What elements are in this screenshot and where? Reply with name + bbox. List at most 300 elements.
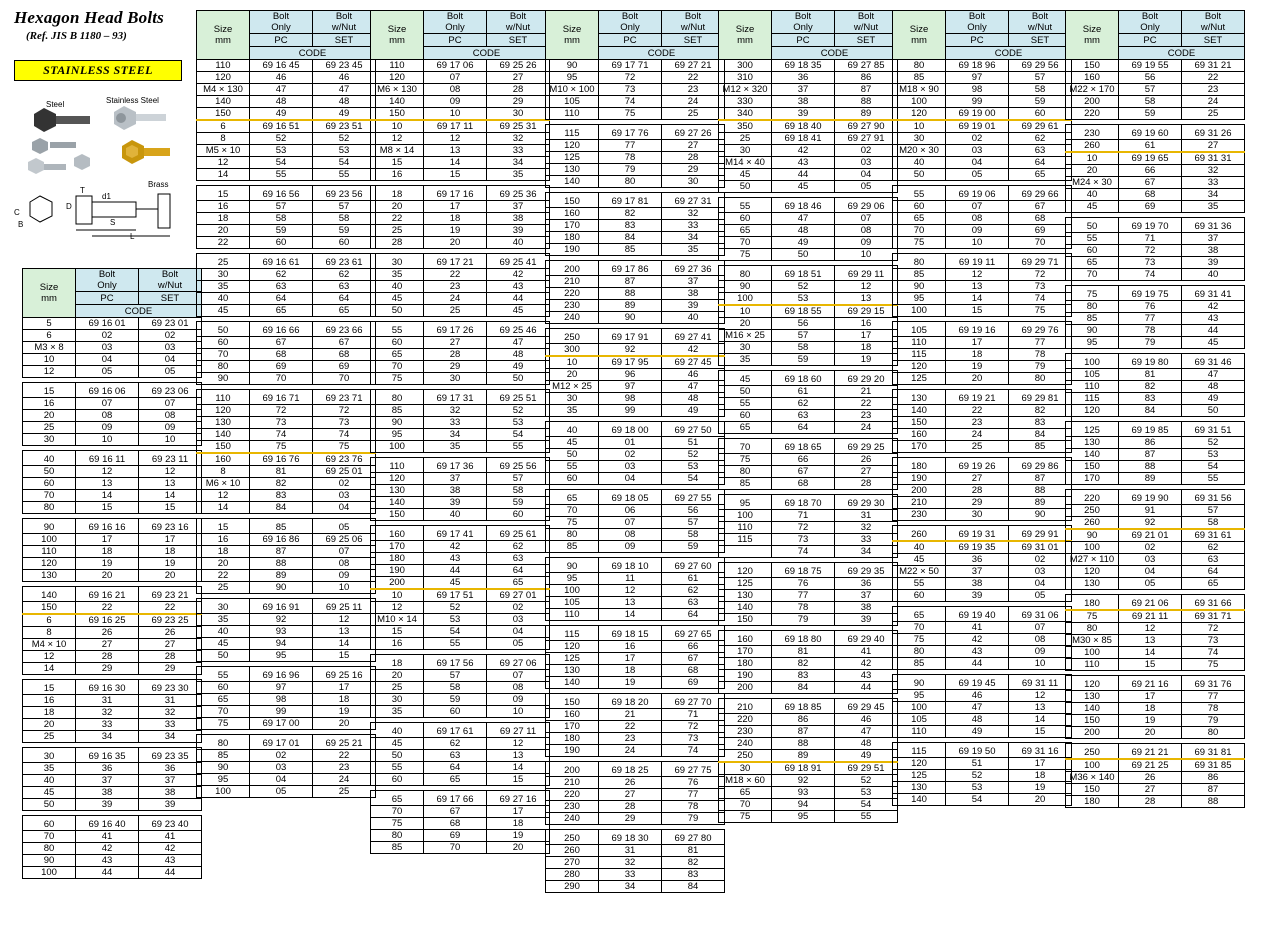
cell-pc-code: 15 <box>946 305 1009 317</box>
table-row <box>546 312 725 324</box>
cell-size: 100 <box>23 867 76 879</box>
cell-size: 150 <box>1066 60 1119 72</box>
cell-size: 90 <box>893 675 946 690</box>
table-row <box>1066 201 1245 213</box>
cell-pc-code: 19 <box>1119 715 1182 727</box>
cell-size: 20 <box>371 670 424 682</box>
table-row <box>197 322 376 337</box>
table-row <box>23 731 202 743</box>
cell-pc-code: 69 19 11 <box>946 254 1009 269</box>
cell-size: 180 <box>893 458 946 473</box>
cell-set-code: 69 29 15 <box>835 305 898 318</box>
cell-pc-code: 76 <box>772 578 835 590</box>
cell-size: 90 <box>197 762 250 774</box>
cell-size: 70 <box>371 806 424 818</box>
cell-set-code: 53 <box>313 145 376 157</box>
table-row <box>1066 595 1245 611</box>
header-bolt-wnut: Bolt w/Nut <box>487 11 550 34</box>
cell-set-code: 69 31 01 <box>1009 541 1072 554</box>
table-row <box>371 682 550 694</box>
cell-size: 20 <box>719 318 772 330</box>
cell-pc-code: 71 <box>1119 233 1182 245</box>
cell-pc-code: 33 <box>424 417 487 429</box>
cell-size: 30 <box>197 599 250 614</box>
cell-pc-code: 15 <box>1119 659 1182 671</box>
cell-size: 240 <box>719 738 772 750</box>
header-code: CODE <box>424 47 550 60</box>
cell-size: 90 <box>719 281 772 293</box>
cell-pc-code: 69 17 21 <box>424 254 487 269</box>
cell-pc-code: 42 <box>424 541 487 553</box>
cell-set-code: 09 <box>487 694 550 706</box>
table-row <box>893 417 1072 429</box>
cell-set-code: 72 <box>662 721 725 733</box>
code-table-col3 <box>370 10 550 854</box>
table-row <box>23 695 202 707</box>
cell-size: 45 <box>197 305 250 317</box>
cell-set-code: 69 23 16 <box>139 519 202 534</box>
cell-set-code: 69 23 45 <box>313 60 376 72</box>
table-row <box>546 261 725 276</box>
cell-pc-code: 59 <box>250 225 313 237</box>
cell-set-code: 04 <box>835 169 898 181</box>
cell-set-code: 43 <box>835 670 898 682</box>
cell-pc-code: 64 <box>424 762 487 774</box>
cell-size: 80 <box>197 361 250 373</box>
table-row <box>546 733 725 745</box>
cell-set-code: 30 <box>487 108 550 121</box>
table-row <box>197 201 376 213</box>
cell-pc-code: 69 16 40 <box>76 816 139 831</box>
cell-size: 50 <box>23 466 76 478</box>
cell-size: 18 <box>197 213 250 225</box>
cell-pc-code: 61 <box>1119 140 1182 153</box>
cell-size: 18 <box>371 655 424 670</box>
table-row <box>546 405 725 417</box>
cell-pc-code: 96 <box>599 369 662 381</box>
cell-size: 65 <box>893 213 946 225</box>
cell-pc-code: 62 <box>772 398 835 410</box>
cell-size: 35 <box>371 706 424 718</box>
table-row <box>371 225 550 237</box>
cell-size: 105 <box>893 714 946 726</box>
cell-size: 100 <box>197 786 250 798</box>
table-row <box>546 164 725 176</box>
table-row <box>546 125 725 140</box>
table-row <box>546 641 725 653</box>
cell-set-code: 05 <box>1009 590 1072 602</box>
cell-set-code: 86 <box>1182 772 1245 784</box>
table-row <box>371 553 550 565</box>
cell-pc-code: 72 <box>1119 245 1182 257</box>
table-row <box>719 198 898 213</box>
table-row <box>23 775 202 787</box>
cell-pc-code: 46 <box>946 690 1009 702</box>
cell-size: 55 <box>546 461 599 473</box>
cell-pc-code: 90 <box>250 582 313 594</box>
cell-pc-code: 69 18 85 <box>772 699 835 714</box>
table-row <box>1066 325 1245 337</box>
cell-set-code: 75 <box>1009 305 1072 317</box>
cell-size: 100 <box>1066 354 1119 369</box>
cell-pc-code: 84 <box>250 502 313 514</box>
cell-set-code: 69 31 51 <box>1182 422 1245 437</box>
cell-size: 18 <box>371 186 424 201</box>
cell-set-code: 43 <box>139 855 202 867</box>
cell-size: 110 <box>893 337 946 349</box>
cell-pc-code: 05 <box>250 786 313 798</box>
cell-set-code: 03 <box>835 157 898 169</box>
table-row <box>371 589 550 602</box>
cell-set-code: 69 29 56 <box>1009 60 1072 72</box>
cell-set-code: 27 <box>487 72 550 84</box>
cell-pc-code: 44 <box>76 867 139 879</box>
cell-pc-code: 73 <box>1119 257 1182 269</box>
cell-size: M18 × 60 <box>719 775 772 787</box>
cell-pc-code: 84 <box>772 682 835 694</box>
cell-size: 130 <box>893 782 946 794</box>
cell-size: 125 <box>893 770 946 782</box>
table-row <box>719 522 898 534</box>
table-row <box>719 439 898 454</box>
cell-set-code: 69 27 50 <box>662 422 725 437</box>
cell-pc-code: 73 <box>250 417 313 429</box>
cell-pc-code: 36 <box>772 72 835 84</box>
cell-size: 45 <box>371 293 424 305</box>
table-row <box>23 763 202 775</box>
cell-size: 100 <box>371 441 424 453</box>
cell-size: 18 <box>197 546 250 558</box>
header-size: Size mm <box>23 269 76 318</box>
cell-set-code: 61 <box>662 573 725 585</box>
cell-set-code: 43 <box>487 281 550 293</box>
cell-size: 80 <box>546 529 599 541</box>
cell-pc-code: 02 <box>946 133 1009 145</box>
table-row <box>371 762 550 774</box>
cell-set-code: 29 <box>487 96 550 108</box>
cell-pc-code: 53 <box>424 614 487 626</box>
cell-size: 260 <box>893 526 946 542</box>
table-row <box>719 714 898 726</box>
cell-size: 60 <box>546 473 599 485</box>
cell-pc-code: 28 <box>76 651 139 663</box>
cell-set-code: 64 <box>662 609 725 621</box>
table-row <box>1066 784 1245 796</box>
cell-size: 14 <box>23 663 76 675</box>
cell-pc-code: 73 <box>599 84 662 96</box>
cell-pc-code: 93 <box>772 787 835 799</box>
cell-set-code: 69 29 86 <box>1009 458 1072 473</box>
table-row <box>197 570 376 582</box>
cell-set-code: 13 <box>139 478 202 490</box>
table-row <box>893 758 1072 770</box>
cell-set-code: 69 31 16 <box>1009 743 1072 758</box>
cell-size: 30 <box>197 269 250 281</box>
cell-pc-code: 22 <box>424 269 487 281</box>
table-row <box>893 578 1072 590</box>
table-row <box>197 361 376 373</box>
table-row <box>371 429 550 441</box>
cell-pc-code: 47 <box>946 702 1009 714</box>
cell-size: 10 <box>23 354 76 366</box>
cell-size: 35 <box>197 614 250 626</box>
cell-size: 55 <box>197 667 250 682</box>
table-row <box>23 534 202 546</box>
table-row <box>23 410 202 422</box>
code-table-col4 <box>545 10 725 893</box>
table-row <box>197 269 376 281</box>
table-row <box>1066 218 1245 233</box>
table-row <box>719 422 898 434</box>
cell-size: M10 × 100 <box>546 84 599 96</box>
cell-size: 130 <box>197 417 250 429</box>
cell-size: 80 <box>719 266 772 281</box>
cell-set-code: 65 <box>1182 578 1245 590</box>
cell-set-code: 03 <box>487 614 550 626</box>
cell-pc-code: 99 <box>946 96 1009 108</box>
cell-pc-code: 88 <box>1119 461 1182 473</box>
cell-size: 130 <box>546 665 599 677</box>
table-row <box>1066 449 1245 461</box>
cell-pc-code: 95 <box>250 650 313 662</box>
cell-pc-code: 38 <box>76 787 139 799</box>
cell-pc-code: 84 <box>1119 405 1182 417</box>
cell-pc-code: 08 <box>424 84 487 96</box>
table-row <box>197 169 376 181</box>
cell-set-code: 69 31 31 <box>1182 152 1245 165</box>
table-row <box>719 590 898 602</box>
cell-pc-code: 69 17 81 <box>599 193 662 208</box>
header-bolt-wnut: Bolt w/Nut <box>835 11 898 34</box>
cell-set-code: 69 25 11 <box>313 599 376 614</box>
cell-size: 25 <box>371 682 424 694</box>
table-row <box>546 381 725 393</box>
cell-pc-code: 49 <box>772 237 835 249</box>
cell-pc-code: 37 <box>772 84 835 96</box>
cell-size: 45 <box>197 638 250 650</box>
cell-size: 130 <box>1066 691 1119 703</box>
cell-pc-code: 14 <box>1119 647 1182 659</box>
cell-set-code: 69 29 30 <box>835 495 898 510</box>
cell-pc-code: 69 16 30 <box>76 680 139 695</box>
cell-set-code: 42 <box>1182 301 1245 313</box>
cell-size: 250 <box>1066 505 1119 517</box>
cell-set-code: 26 <box>835 454 898 466</box>
cell-set-code: 48 <box>313 96 376 108</box>
cell-size: 75 <box>1066 610 1119 623</box>
cell-pc-code: 23 <box>599 733 662 745</box>
cell-pc-code: 51 <box>946 758 1009 770</box>
cell-pc-code: 14 <box>946 293 1009 305</box>
cell-size: 90 <box>1066 325 1119 337</box>
cell-set-code: 49 <box>487 361 550 373</box>
cell-set-code: 24 <box>835 422 898 434</box>
table-row <box>197 254 376 269</box>
cell-pc-code: 17 <box>1119 691 1182 703</box>
cell-pc-code: 69 19 75 <box>1119 286 1182 301</box>
cell-pc-code: 59 <box>424 694 487 706</box>
cell-size: 40 <box>893 157 946 169</box>
table-row <box>546 517 725 529</box>
cell-set-code: 58 <box>1009 84 1072 96</box>
table-row <box>893 590 1072 602</box>
table-row <box>719 84 898 96</box>
cell-set-code: 17 <box>139 534 202 546</box>
table-row <box>371 806 550 818</box>
table-row <box>23 558 202 570</box>
table-row <box>1066 189 1245 201</box>
cell-pc-code: 41 <box>946 622 1009 634</box>
cell-pc-code: 65 <box>424 774 487 786</box>
cell-set-code: 69 23 76 <box>313 453 376 466</box>
cell-set-code: 33 <box>487 145 550 157</box>
table-row <box>197 502 376 514</box>
table-row <box>1066 422 1245 437</box>
cell-pc-code: 15 <box>76 502 139 514</box>
cell-set-code: 73 <box>1182 635 1245 647</box>
cell-size: 40 <box>197 293 250 305</box>
table-row <box>719 614 898 626</box>
cell-set-code: 02 <box>487 602 550 614</box>
cell-pc-code: 69 19 65 <box>1119 152 1182 165</box>
label-dim-t: T <box>80 186 85 195</box>
cell-pc-code: 34 <box>424 429 487 441</box>
cell-set-code: 19 <box>487 830 550 842</box>
cell-set-code: 38 <box>662 288 725 300</box>
cell-pc-code: 37 <box>424 473 487 485</box>
cell-size: 150 <box>1066 715 1119 727</box>
table-row <box>546 193 725 208</box>
table-row <box>546 709 725 721</box>
cell-pc-code: 69 16 51 <box>250 120 313 133</box>
cell-pc-code: 69 18 46 <box>772 198 835 213</box>
cell-pc-code: 71 <box>772 510 835 522</box>
cell-pc-code: 82 <box>1119 381 1182 393</box>
cell-set-code: 54 <box>1182 461 1245 473</box>
cell-set-code: 86 <box>835 72 898 84</box>
table-row <box>893 133 1072 145</box>
cell-size: 55 <box>719 398 772 410</box>
cell-pc-code: 35 <box>424 441 487 453</box>
cell-pc-code: 69 18 15 <box>599 626 662 641</box>
cell-pc-code: 19 <box>424 225 487 237</box>
cell-set-code: 55 <box>835 811 898 823</box>
table-row <box>23 831 202 843</box>
table-row <box>893 607 1072 622</box>
cell-size: 50 <box>546 449 599 461</box>
table-row <box>546 288 725 300</box>
cell-pc-code: 30 <box>424 373 487 385</box>
cell-set-code: 19 <box>139 558 202 570</box>
cell-set-code: 34 <box>1182 189 1245 201</box>
cell-size: M14 × 40 <box>719 157 772 169</box>
cell-set-code: 05 <box>313 519 376 534</box>
cell-set-code: 74 <box>1009 293 1072 305</box>
cell-size: 65 <box>719 787 772 799</box>
cell-size: 70 <box>719 799 772 811</box>
cell-size: 80 <box>371 830 424 842</box>
table-row <box>371 738 550 750</box>
cell-pc-code: 08 <box>946 213 1009 225</box>
table-row <box>371 670 550 682</box>
cell-set-code: 65 <box>313 305 376 317</box>
cell-size: 85 <box>371 405 424 417</box>
cell-set-code: 17 <box>313 682 376 694</box>
cell-size: 110 <box>893 726 946 738</box>
cell-size: 150 <box>197 108 250 121</box>
cell-size: 140 <box>546 176 599 188</box>
table-row <box>719 775 898 787</box>
table-row <box>371 72 550 84</box>
table-row <box>1066 796 1245 808</box>
table-row <box>1066 301 1245 313</box>
cell-set-code: 05 <box>139 366 202 378</box>
cell-pc-code: 89 <box>1119 473 1182 485</box>
cell-pc-code: 72 <box>599 72 662 84</box>
table-row <box>893 96 1072 108</box>
table-row <box>371 750 550 762</box>
cell-set-code: 77 <box>662 789 725 801</box>
cell-size: 55 <box>893 578 946 590</box>
table-row <box>719 305 898 318</box>
cell-set-code: 20 <box>1009 794 1072 806</box>
label-dim-l: L <box>130 232 135 241</box>
table-row <box>1066 233 1245 245</box>
cell-pc-code: 40 <box>424 509 487 521</box>
header-bolt-wnut: Bolt w/Nut <box>1009 11 1072 34</box>
cell-size: 140 <box>197 96 250 108</box>
cell-size: 240 <box>546 813 599 825</box>
cell-set-code: 25 <box>313 786 376 798</box>
cell-pc-code: 03 <box>946 145 1009 157</box>
cell-set-code: 16 <box>835 318 898 330</box>
table-row <box>1066 72 1245 84</box>
table-row <box>371 361 550 373</box>
cell-set-code: 69 29 51 <box>835 762 898 775</box>
cell-pc-code: 05 <box>1119 578 1182 590</box>
cell-pc-code: 09 <box>599 541 662 553</box>
cell-size: 55 <box>1066 233 1119 245</box>
cell-size: 150 <box>719 614 772 626</box>
cell-size: 40 <box>1066 189 1119 201</box>
cell-pc-code: 39 <box>772 108 835 121</box>
table-row <box>1066 542 1245 554</box>
cell-pc-code: 92 <box>250 614 313 626</box>
cell-size: 140 <box>1066 449 1119 461</box>
cell-pc-code: 07 <box>599 517 662 529</box>
table-row <box>1066 529 1245 542</box>
cell-set-code: 33 <box>139 719 202 731</box>
cell-size: 130 <box>546 164 599 176</box>
cell-set-code: 69 29 66 <box>1009 186 1072 201</box>
cell-size: 140 <box>197 429 250 441</box>
cell-pc-code: 69 16 56 <box>250 186 313 201</box>
cell-set-code: 62 <box>487 541 550 553</box>
cell-size: 25 <box>371 225 424 237</box>
cell-set-code: 64 <box>1182 566 1245 578</box>
table-row <box>23 383 202 398</box>
table-row <box>371 830 550 842</box>
cell-set-code: 69 29 61 <box>1009 120 1072 133</box>
cell-set-code: 69 29 81 <box>1009 390 1072 405</box>
cell-size: 105 <box>546 96 599 108</box>
cell-size: 250 <box>546 329 599 344</box>
cell-size: 90 <box>546 60 599 72</box>
cell-set-code: 04 <box>1009 578 1072 590</box>
cell-size: 130 <box>719 590 772 602</box>
table-row <box>371 186 550 201</box>
table-row <box>1066 354 1245 369</box>
